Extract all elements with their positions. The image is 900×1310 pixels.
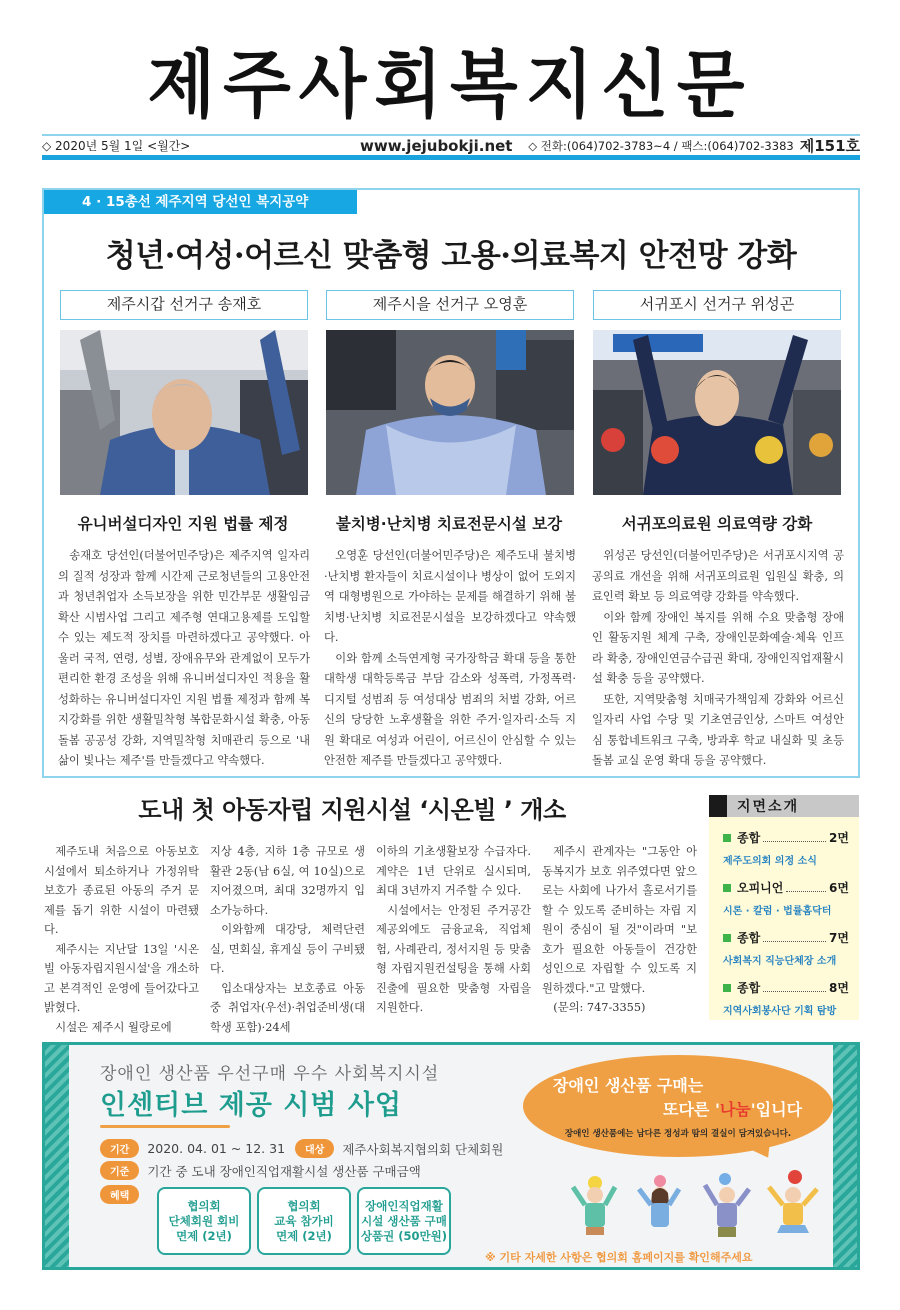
ad-period-row <box>100 1139 503 1158</box>
index-header <box>709 795 859 817</box>
benefit-card-3: 장애인직업재활 시설 생산품 구매 상품권 (50만원) <box>357 1187 451 1255</box>
inquiry-contact: (문의: 747-3355) <box>553 1001 646 1014</box>
candidate-photo-3 <box>593 330 841 495</box>
paragraph: 시설에서는 안정된 주거공간 제공외에도 금융교육, 직업체험, 사례관리, 정서지원 등 맞춤형 자립지원컨설팅을 통해 사회진출에 필요한 맞춤형 자립을 지원한다. <box>376 903 531 1014</box>
index-item[interactable] <box>723 829 849 867</box>
candidate-body-2 <box>324 546 576 772</box>
benefit-pill: 혜택 <box>100 1185 139 1204</box>
index-page: 7면 <box>829 931 849 945</box>
article-column-1 <box>44 842 199 1037</box>
paragraph: 이와함께 대강당, 체력단련실, 면회실, 휴게실 등이 구비됐다. <box>210 923 365 975</box>
paragraph: 이와 함께 장애인 복지를 위해 수요 맞춤형 장애인 활동지원 체계 구축, 장애인문화예술·체육 인프라 확충, 장애인연금수급권 확대, 장애인직업재활시설 확충 등을 공약했다. <box>592 610 844 685</box>
criteria-pill: 기준 <box>100 1161 139 1180</box>
feature-headline: 청년·여성·어르신 맞춤형 고용·의료복지 안전망 강화 <box>105 238 797 274</box>
green-square-icon <box>723 984 731 992</box>
benefit-card-2: 협의회 교육 참가비 면제 (2년) <box>257 1187 351 1255</box>
index-page: 2면 <box>829 831 849 845</box>
paragraph: 시설은 제주시 월랑로에 <box>55 1020 172 1034</box>
ad-title: 인센티브 제공 시범 사업 <box>100 1090 403 1121</box>
candidate-photo-2 <box>326 330 574 495</box>
stripe-decoration <box>833 1045 857 1267</box>
index-section: 종합 <box>737 931 761 945</box>
header-block-icon <box>709 795 727 817</box>
paragraph: 지상 4층, 지하 1층 규모로 생활관 2동(남 6실, 여 10실)으로 지어졌으며, 최대 32명까지 입소가능하다. <box>210 845 365 917</box>
bubble-line-3: 장애인 생산품에는 남다른 정성과 땀의 결실이 담겨있습니다. <box>564 1129 792 1139</box>
green-square-icon <box>723 834 731 842</box>
newspaper-title: 제주사회복지신문 <box>147 41 753 129</box>
jumping-children-illustration <box>555 1165 835 1250</box>
candidate-subhead-3: 서귀포의료원 의료역량 강화 <box>621 515 813 533</box>
index-desc: 시론 · 칼럼 · 법률홈닥터 <box>723 906 832 917</box>
article-headline: 도내 첫 아동자립 지원시설 ‘시온빌 ’ 개소 <box>138 796 566 824</box>
target-value: 제주사회복지협의회 단체회원 <box>342 1141 504 1157</box>
candidate-district-1: 제주시갑 선거구 송재호 <box>60 290 308 320</box>
candidate-subhead-2: 불치병·난치병 치료전문시설 보강 <box>335 515 563 533</box>
index-item[interactable] <box>723 879 849 917</box>
candidate-subhead-1: 유니버설디자인 지원 법률 제정 <box>77 515 289 533</box>
paragraph: 오영훈 당선인(더불어민주당)은 제주도내 불치병·난치병 환자들이 치료시설이나 병상이 없어 도외지역 대형병원으로 가야하는 문제를 해결하기 위해 불치병·난치병 치료전문시설을 보강하겠다고 약속했다. <box>324 549 576 644</box>
bubble-line-1: 장애인 생산품 구매는 <box>553 1076 704 1095</box>
stripe-decoration <box>45 1045 69 1267</box>
masthead <box>0 40 900 130</box>
issue-number: 제151호 <box>799 137 860 155</box>
ad-footer-note: ※ 기타 자세한 사항은 협의회 홈페이지를 확인해주세요 <box>485 1251 753 1264</box>
ad-subtitle: 장애인 생산품 우선구매 우수 사회복지시설 <box>100 1064 440 1084</box>
speech-bubble <box>523 1055 833 1157</box>
index-item[interactable] <box>723 979 849 1017</box>
candidate-district-2: 제주시을 선거구 오영훈 <box>326 290 574 320</box>
benefit-card-1: 협의회 단체회원 회비 면제 (2년) <box>157 1187 251 1255</box>
index-desc: 사회복지 직능단체장 소개 <box>723 956 837 967</box>
index-item[interactable] <box>723 929 849 967</box>
page-index <box>709 795 859 1020</box>
paragraph: 제주도내 처음으로 아동보호시설에서 퇴소하거나 가정위탁보호가 종료된 아동의 주거 문제를 돕기 위한 시설이 마련됐다. <box>44 845 199 936</box>
website-link[interactable]: www.jejubokji.net <box>360 136 513 155</box>
paragraph: 입소대상자는 보호종료 아동 중 취업자(우선)·취업준비생(대학생 포함)·24세 <box>210 981 365 1034</box>
advertisement-banner <box>42 1042 860 1270</box>
contact-info: ◇ 전화:(064)702-3783~4 / 팩스:(064)702-3383 <box>528 138 794 153</box>
underline-decoration <box>100 1125 230 1128</box>
candidate-district-3: 서귀포시 선거구 위성곤 <box>593 290 841 320</box>
period-value: 2020. 04. 01 ~ 12. 31 <box>147 1141 286 1156</box>
ad-benefit-row <box>100 1185 147 1204</box>
article-column-3 <box>376 842 531 1018</box>
period-pill: 기간 <box>100 1139 139 1158</box>
issue-date: ◇ 2020년 5월 1일 <월간> <box>42 139 191 153</box>
index-title: 지면소개 <box>737 799 800 815</box>
index-desc: 지역사회봉사단 기획 탐방 <box>723 1006 837 1017</box>
criteria-value: 기간 중 도내 장애인직업재활시설 생산품 구매금액 <box>147 1163 421 1179</box>
paragraph: 제주시 관계자는 "그동안 아동복지가 보호 위주였다면 앞으로는 사회에 나가서 홀로서기를 할 수 있도록 준비하는 자립 지원이 중심이 될 것"이라며 "보호가 필요한 아동들이 건강한 성인으로 자립할 수 있도록 지원하겠다."고 말했다. <box>542 845 697 995</box>
paragraph: 송재호 당선인(더불어민주당)은 제주지역 일자리의 질적 성장과 함께 시간제 근로청년들의 고용안전과 청년취업자 소득보장을 위한 민간부문 생활임금 확산 시범사업 그리고 제주형 연대고용제를 도입할 수 있는 제도적 장치를 마련하겠다고 공약했다. 아울러 국적, 연령, 성별, 장애유무와 관계없이 모두가 편리한 환경 조성을 위해 유니버설디자인 적용을 활성화하는 유니버설디자인 지원 법률 제정과 함께 복지강화를 위한 생활밀착형 복합문화시설 확충, 아동돌봄 공공성 강화, 지역밀착형 치매관리 등으로 '내 삶이 빛나는 제주'를 만들겠다고 약속했다. <box>58 549 310 767</box>
index-desc: 제주도의회 의정 소식 <box>723 856 817 867</box>
feature-article <box>42 188 860 778</box>
article-column-2 <box>210 842 365 1037</box>
target-pill: 대상 <box>295 1139 334 1158</box>
paragraph: 또한, 지역맞춤형 치매국가책임제 강화와 어르신 일자리 사업 수당 및 기초연금인상, 스마트 여성안심 통합네트워크 구축, 방과후 학교 내실화 및 초등돌봄 교실 운영 확대 등을 공약했다. <box>592 692 844 767</box>
paragraph: 이와 함께 소득연계형 국가장학금 확대 등을 통한 대학생 대학등록금 부담 감소와 성폭력, 가정폭력·디지털 성범죄 등 여성대상 범죄의 처벌 강화, 어르신의 당당한 노후생활을 위한 주거·일자리·소득 지원 확대로 여성과 어린이, 어르신이 안심할 수 있는 안전한 제주를 만들겠다고 공약했다. <box>324 651 576 767</box>
index-page: 6면 <box>829 881 849 895</box>
index-page: 8면 <box>829 981 849 995</box>
paragraph: 위성곤 당선인(더불어민주당)은 서귀포시지역 공공의료 개선을 위해 서귀포의료원 입원실 확충, 의료인력 확보 등 의료역량 강화를 약속했다. <box>592 549 844 603</box>
green-square-icon <box>723 884 731 892</box>
index-section: 종합 <box>737 831 761 845</box>
index-section: 오피니언 <box>737 881 784 895</box>
bubble-line-2: 또다른 '나눔'입니다 <box>663 1100 803 1119</box>
candidate-body-1 <box>58 546 310 772</box>
info-bar <box>42 134 860 160</box>
ad-criteria-row <box>100 1161 421 1180</box>
paragraph: 이하의 기초생활보장 수급자다. 계약은 1년 단위로 실시되며, 최대 3년까지 거주할 수 있다. <box>376 845 531 897</box>
article-column-4 <box>542 842 697 1018</box>
green-square-icon <box>723 934 731 942</box>
index-section: 종합 <box>737 981 761 995</box>
candidate-body-3 <box>592 546 844 772</box>
paragraph: 제주시는 지난달 13일 '시온빌 아동자립지원시설'을 개소하고 본격적인 운영에 들어갔다고 밝혔다. <box>44 942 199 1014</box>
section-tag: 4 · 15총선 제주지역 당선인 복지공약 <box>44 190 357 214</box>
candidate-photo-1 <box>60 330 308 495</box>
